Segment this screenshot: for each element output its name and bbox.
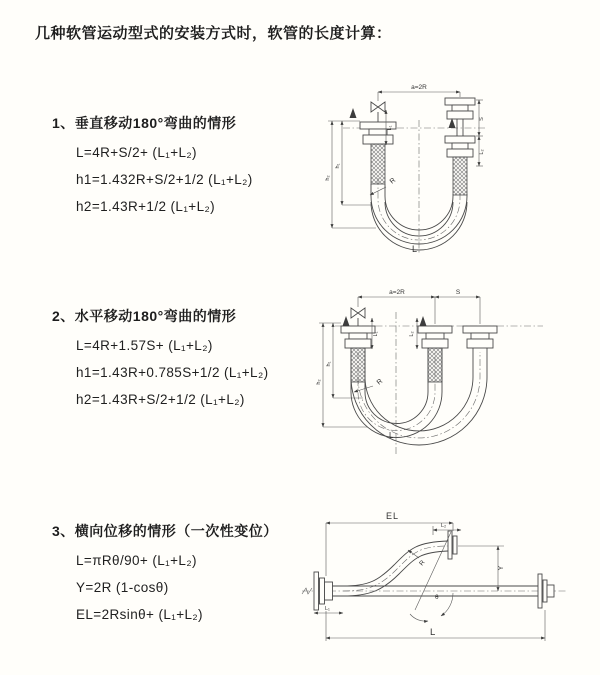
radius-label: R [418,559,427,568]
length-label: L [389,431,394,440]
right-fitting [463,326,497,348]
length-label: L [430,627,436,638]
left-fitting [341,326,375,348]
formula-h1: h1=1.432R+S/2+1/2 (L₁+L₂) [76,172,253,187]
dim-h2-label: h₂ [325,175,331,181]
formula-length: L=4R+1.57S+ (L₁+L₂) [76,338,213,353]
angle-label: θ [435,594,439,601]
diagram-vertical-180-bend [312,78,592,256]
dim-s-label: S [455,289,461,296]
length-label: L [412,244,418,254]
formula-length: L=πRθ/90+ (L₁+L₂) [76,553,197,568]
dim-h2-label: h₂ [316,379,322,385]
radius-leader [354,386,373,392]
right-fitting-lower [445,136,475,157]
valve-icon [371,102,385,122]
left-fitting [360,122,396,144]
angle-arc-right [441,593,453,616]
dim-a-label: a=2R [389,289,405,296]
dim-h1-label: h₁ [335,163,341,169]
formula-h1: h1=1.43R+0.785S+1/2 (L₁+L₂) [76,365,269,380]
formula-h2: h2=1.43R+S/2+1/2 (L₁+L₂) [76,392,245,407]
section-3-heading: 3、横向位移的情形（一次性变位） [52,523,278,539]
section-2-heading: 2、水平移动180°弯曲的情形 [52,308,237,324]
hose-u-bend-first-position [351,348,442,438]
angle-arc-left [410,614,428,621]
angle-construction-line [415,532,451,610]
hose-s-curve [343,541,448,596]
formula-h2: h2=1.43R+1/2 (L₁+L₂) [76,199,216,214]
diagram-horizontal-180-bend [310,282,600,467]
section-3-formulas [76,547,203,628]
dim-el-label: EL [386,511,400,521]
formula-y: Y=2R (1-cosθ) [76,580,169,595]
dim-y-label: Y [498,565,505,571]
dim-a-label: a=2R [411,84,427,91]
right-flange [538,574,554,608]
radius-label: R [375,377,385,387]
section-1-heading: 1、垂直移动180°弯曲的情形 [52,115,237,131]
dim-l1-label: L₁ [373,331,379,337]
movement-arrow-left [343,316,350,326]
dim-s-label: S [479,117,485,121]
middle-fitting [418,326,452,348]
dim-l2-label: L₂ [479,149,485,155]
right-fitting-upper [445,98,475,119]
radius-label: R [388,176,398,186]
diagram-lateral-displacement [298,498,598,658]
left-flange [314,572,333,610]
movement-arrow-up-right [449,118,456,128]
page-title: 几种软管运动型式的安装方式时，软管的长度计算： [35,25,392,42]
dim-l2-label: L₂ [441,523,447,529]
dim-l1-label: L₁ [325,606,330,612]
valve-icon [351,308,365,326]
formula-length: L=4R+S/2+ (L₁+L₂) [76,145,197,160]
formula-el: EL=2Rsinθ+ (L₁+L₂) [76,607,203,622]
dim-h1-label: h₁ [326,361,332,367]
hose-u-bend-second-position [351,352,487,445]
section-1-formulas [76,139,253,220]
movement-arrow-up-left [350,108,357,118]
dim-l1-label: L₁ [387,125,393,131]
dim-l2-label: L₂ [409,331,415,337]
section-2-formulas [76,332,268,413]
movement-arrow-middle [420,316,427,326]
